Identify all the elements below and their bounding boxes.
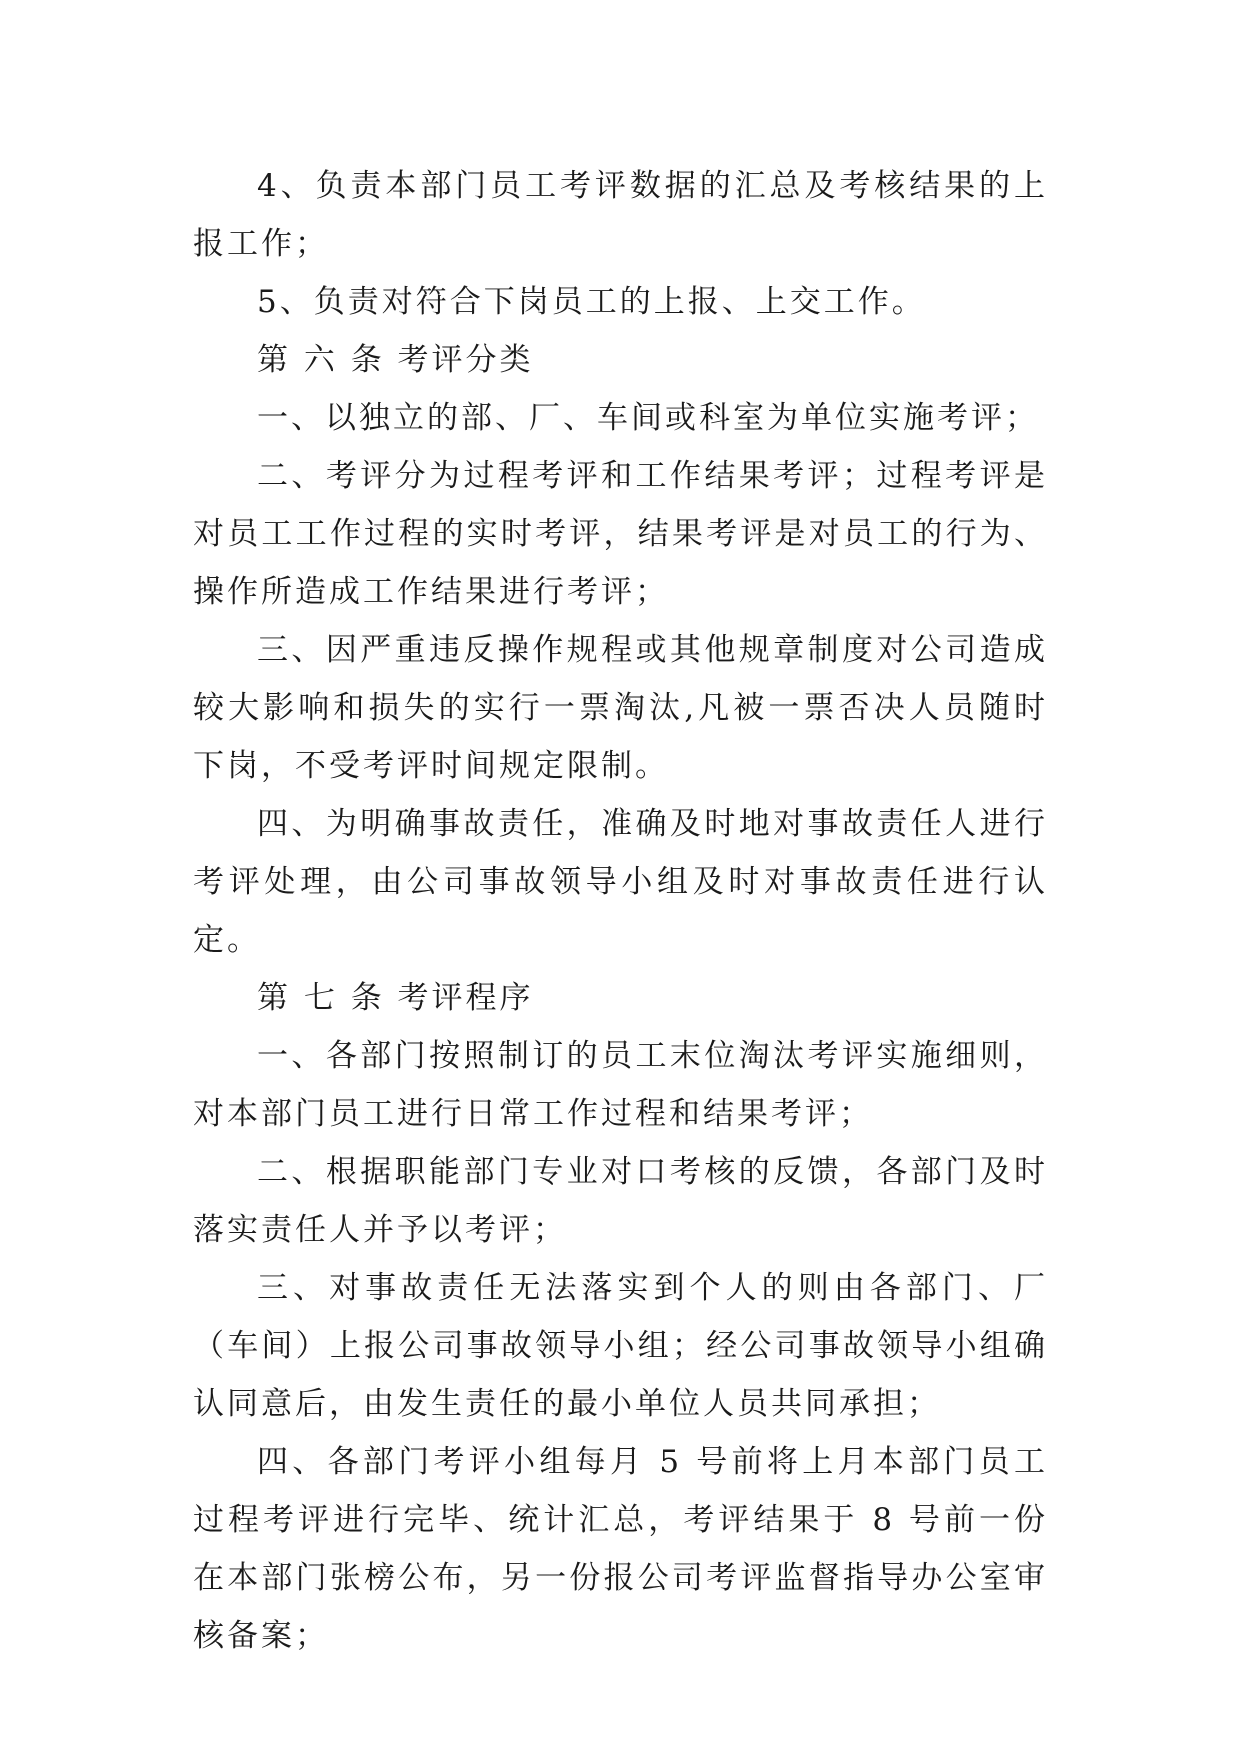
- article-6-heading: 第 六 条 考评分类: [257, 342, 534, 378]
- article-6-clause-4: 四、为明确事故责任，准确及时地对事故责任人进行考评处理，由公司事故领导小组及时对事故责任进行认定。: [193, 806, 1048, 958]
- article-7-clause-4: 四、各部门考评小组每月 5 号前将上月本部门员工过程考评进行完毕、统计汇总，考评结果于 8 号前一份在本部门张榜公布，另一份报公司考评监督指导办公室审核备案；: [193, 1444, 1048, 1654]
- paragraph-item-4-duty: 4、负责本部门员工考评数据的汇总及考核结果的上报工作；: [193, 168, 1048, 262]
- article-7-clause-2: 二、根据职能部门专业对口考核的反馈，各部门及时落实责任人并予以考评；: [193, 1154, 1048, 1248]
- article-7-clause-1: 一、各部门按照制订的员工末位淘汰考评实施细则，对本部门员工进行日常工作过程和结果考评；: [193, 1038, 1048, 1132]
- article-6-clause-1: 一、以独立的部、厂、车间或科室为单位实施考评；: [257, 400, 1039, 436]
- document-body: [193, 157, 1048, 1665]
- article-7-heading: 第 七 条 考评程序: [257, 980, 534, 1016]
- article-6-clause-2: 二、考评分为过程考评和工作结果考评；过程考评是对员工工作过程的实时考评，结果考评是对员工的行为、操作所造成工作结果进行考评；: [193, 458, 1048, 610]
- article-7-clause-3: 三、对事故责任无法落实到个人的则由各部门、厂（车间）上报公司事故领导小组；经公司事故领导小组确认同意后，由发生责任的最小单位人员共同承担；: [193, 1270, 1048, 1422]
- article-6-clause-3: 三、因严重违反操作规程或其他规章制度对公司造成较大影响和损失的实行一票淘汰,凡被一票否决人员随时下岗，不受考评时间规定限制。: [193, 632, 1048, 784]
- paragraph-item-5-duty: 5、负责对符合下岗员工的上报、上交工作。: [257, 284, 926, 320]
